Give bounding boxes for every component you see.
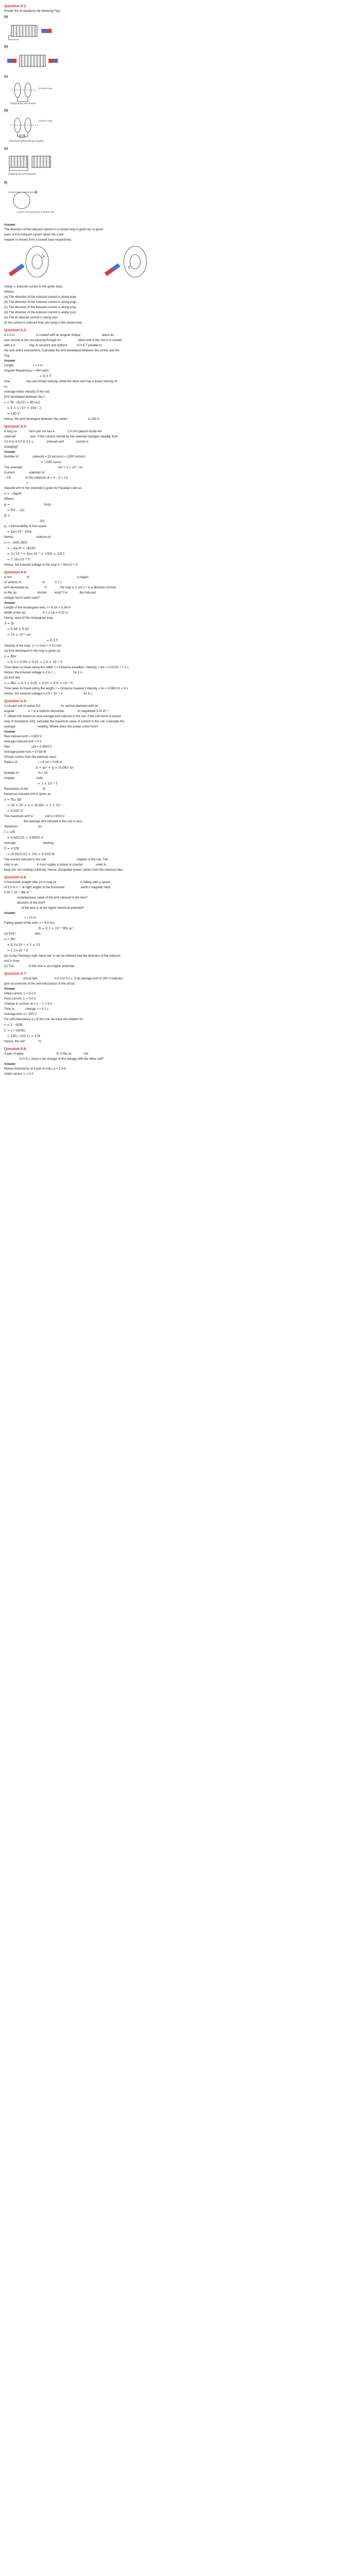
answer-label: Answer [4, 912, 15, 915]
answer-result: (a) The direction of the induced current is along qrpq. [4, 296, 77, 299]
text-line: Hence, the induced voltage is 0.6 × 10⁻⁴ V for 8 s. [4, 692, 93, 696]
text-line: Hence, the induced voltage in the loop is 7.54×10⁻⁶ V. [4, 564, 79, 567]
text-line: (a) Emf i wire, [4, 933, 42, 936]
text-line: Hence, area of the rectangular loop, [4, 617, 54, 620]
text-line: ....(iii) [4, 520, 45, 523]
text-line: with a ci ring. A constant and uniform of 0.5 T parallel to [4, 344, 102, 347]
equation-line: e = −dφ/dt [4, 492, 22, 496]
answer-text: pairs of fi th induced current when the a bar [4, 233, 64, 236]
text-line: emf developed ac if the loop is 1 cm s⁻¹ in a direction normal [4, 586, 116, 589]
figure-c-coaxial-loops [6, 80, 355, 107]
text-line: μ₀ = Permeability of free space [4, 525, 47, 528]
equation-line: = (0.603)²/(2 × 10) = 0.018 W [4, 853, 55, 856]
question-body [4, 880, 355, 969]
equation-line: = 0.603 V [4, 809, 23, 813]
equation-line: = 1500 turns [4, 461, 61, 464]
text-line: Average induced emf = 0 V [4, 740, 42, 743]
equation-line: e = Nω AB [4, 798, 22, 802]
text-line: ∴ Ch in the solenoid, di = 4 − 2 = 2 A [4, 477, 69, 480]
equation-line: = 0.5 × (1)² × 400 / 2 [4, 406, 41, 410]
equation-line: I = e/R [4, 831, 15, 834]
text-line: Induced emf in the solenoid is given by Faraday's law as: [4, 487, 83, 490]
answer-text: magnet is moved from a closed loop respectively. [4, 239, 72, 242]
text-line: A horizontal straight wire 10 m long ex is falling with a speed [4, 881, 110, 884]
figure-caption: Current I decreasing at a steady rate [17, 211, 55, 213]
text-line: circuit falls 0.0 A in 0.1 s. If an average emf of 200 V induced, [4, 977, 123, 980]
equation-line: e = Bbv = 0.3 × 0.02 × 0.01 = 0.6 × 10⁻⁴ V [4, 682, 73, 685]
text-line: rotor is an It must supply a torque to counter order to [4, 863, 107, 867]
equation-line: = 0.5 T [4, 375, 52, 378]
text-line: One has zero linear velocity, while the other end has a linear velocity of [4, 380, 117, 383]
text-line: A circular coil of radius 8.0 its vertical diameter with an [4, 705, 99, 708]
figure-label-f: (f) [4, 181, 7, 184]
figure-d-rheostat-loops [6, 114, 355, 145]
text-line: Maximum as: [4, 825, 43, 828]
answer-result: (d) The direction of the induced current is along zyxz. [4, 311, 77, 314]
text-line: Velocity of the loop, v = 1 cm/s = 0.01 m/s [4, 645, 62, 648]
text-line: axis normal to the rod passing through its other end of the rod is in contact [4, 339, 122, 342]
text-line: the axis every everywhere. Calculate the emf developed between the centre and the [4, 349, 120, 352]
question-body [4, 977, 355, 1044]
text-line: solenoid axis. If the current carried by the solenoid changes steadily from [4, 435, 118, 438]
text-line: (Power comes from the external rotor) [4, 756, 57, 759]
question-text: Predict the di situations de following Figs. [4, 10, 61, 13]
question-title: Question 6.1: [4, 5, 27, 8]
text-line: The maximum emf in coil is 0.603 V. [4, 815, 65, 818]
equation-line: = −Aμ₀N × (di/dt) [4, 547, 36, 550]
text-line: Current solenoid ch [4, 471, 45, 474]
equation-line: = 0.3 × 0.08 × 0.01 = 2.4 × 10⁻⁴ V [4, 660, 63, 664]
text-line: of 5.0 m s⁻¹, at right angles to the horizontal earth's magnetic field, [4, 886, 111, 889]
text-line: Hence, the self H. [4, 1040, 42, 1043]
equation-line: ε = Bl · (lω/2) = Bl²ω/2 [4, 401, 40, 404]
equation-line: e = Bhv [4, 655, 17, 658]
answer-result: (b) The direction of the induced current is along prqp. [4, 301, 77, 304]
answer-text: Using l c induced current in the given situa [4, 285, 62, 289]
text-line: Resistance of the Ω [4, 788, 45, 791]
answer-text: The direction of the induced current in a closed loop is given by Le given [4, 228, 104, 231]
figure-caption: (Tapping key just released) [8, 173, 36, 175]
text-line: Change in current, dI = I₁ − I₂ = 5 A [4, 1003, 52, 1006]
answer-result: (e) The di induced current is along xryx. [4, 316, 59, 319]
equation-line: = 0.3 T [4, 639, 58, 642]
text-line: of the wire is at the higher electrical potential? [4, 907, 85, 910]
text-line: ring. [4, 354, 10, 358]
question-6-8 [4, 1047, 355, 1077]
text-line: A long so turns per cm has a 2.0 cm² placed inside the [4, 430, 102, 433]
equation-line: = 1.5×10⁻³ V [4, 949, 28, 953]
equation-line: = 0.603/10 = 0.0603 A [4, 836, 43, 840]
figure-label-c: (c) [4, 75, 8, 78]
text-line: Number of solenoid = 15 turns/cm = 1500 turns/m [4, 455, 86, 459]
text-line: Hence, reduces to: [4, 536, 52, 539]
text-line: Length l = 1 m [4, 364, 43, 367]
equation-line: = 16 × 10⁻⁴ m² [4, 633, 31, 637]
question-title: Question 6.3: [4, 425, 27, 429]
equation-line: P = e²/2R [4, 847, 20, 851]
question-6-2 [4, 329, 355, 422]
text-line: (b) Using Fleming's right hand rule, it can be inferred that the direction of the induced [4, 955, 120, 958]
text-line: keep the coil rotating uniformly. Hence, dissipated power comes from the external rotor. [4, 869, 124, 872]
answer-result: (f) No current is induced lines are lying in the closed loop. [4, 321, 83, 325]
figure-e-two-coils [6, 152, 355, 179]
text-line: angular s⁻¹ in a uniform horizontal of magnitude 3.0×10⁻² [4, 710, 109, 713]
answer-label: Answer [4, 360, 15, 363]
text-line: l = 10 m [4, 917, 36, 920]
text-line: Angular rad/s [4, 777, 43, 780]
answer-label: Answer [4, 451, 15, 454]
text-line: Average linear velocity of the rod, [4, 391, 50, 394]
equation-line: φ = loop [4, 503, 51, 506]
text-line: direction of the emf? [4, 902, 45, 905]
text-line: The current induced in the coil rotation of the coil. The [4, 858, 108, 861]
text-line: 2.0 A to 4.0 A in 0.1 s, induced emf current is [4, 440, 89, 444]
text-line: to the (a) shorter loop? For the induced [4, 591, 96, 595]
text-line: A rect of a region [4, 576, 89, 579]
text-line: in 0.5 s, what is the change of flux linkage with the other coil? [4, 1058, 104, 1061]
question-6-1 [4, 5, 355, 326]
page [0, 0, 359, 1082]
equation-line: = 20 × 50 × π × (0.08)² × 3 × 10⁻² [4, 804, 63, 807]
text-line: average heating. Where does this power come from? [4, 725, 99, 728]
question-body [4, 430, 355, 568]
text-line: Average emf, e = 200 V [4, 1013, 37, 1016]
text-line: Max induced emf = 0.603 V [4, 735, 42, 738]
figure-caption: Common axis [38, 120, 53, 122]
question-title: Question 6.8: [4, 1047, 27, 1051]
question-title: Question 6.5: [4, 700, 27, 703]
text-line: Where, [4, 498, 14, 501]
question-title: Question 6.4: [4, 571, 27, 574]
figure-caption: (Tapping key just closed) [10, 102, 36, 105]
equation-line: = 100 V [4, 412, 20, 416]
text-line: instantaneous value of the emf induced in the wire? [4, 896, 88, 900]
text-line: Hence, the emf developed between the centre is 100 V. [4, 418, 100, 421]
text-line: 0.30 × 10⁻⁴ Wb m⁻² [4, 891, 32, 894]
text-line: Max coil = 0.0603 A [4, 745, 52, 749]
text-line: Time ta change, t = 0.1 s [4, 1008, 48, 1011]
text-line: the average emf induced in the coil is zero. [4, 820, 83, 823]
figure-label-e: (e) [4, 147, 8, 150]
question-6-7 [4, 972, 355, 1044]
text-line: of uniform m of 3 T s [4, 581, 62, 584]
text-line: (b) Emf dev [4, 676, 21, 680]
figure-label-b: (b) [4, 45, 8, 48]
text-line: A 1.0 m is rotated with an angular freque about an [4, 334, 114, 337]
text-line: T. Obtain the maximum and average emf induced in the coil. If the coil forms a closed [4, 715, 121, 718]
answer-label: Answer [4, 1063, 15, 1066]
question-6-3 [4, 425, 355, 568]
figure-b-solenoid-magnets [6, 50, 355, 73]
text-line: Length of the rectangular wire, l = 8 cm = 0.08 m [4, 606, 71, 609]
answer-text: follows: [4, 291, 15, 294]
question-title: Question 6.6: [4, 876, 27, 879]
question-body [4, 1052, 355, 1077]
equation-line: e = Blv [4, 938, 16, 941]
equation-line: = 2×10⁻⁴ × 4π×10⁻⁷ × 1500 × 2/0.1 [4, 552, 65, 556]
question-title: Question 6.7: [4, 972, 27, 976]
text-line: Angular frequency,ω = 400 rad/s [4, 369, 49, 372]
question-6-6 [4, 876, 355, 969]
text-line: give an estimate of the self-inductance of the circuit. [4, 982, 76, 986]
answer-label: Answer [4, 988, 15, 991]
text-line: loop of resistance 10Ω, calculate the maximum value of current in the coil. Calculate the [4, 720, 124, 723]
question-body [4, 575, 355, 697]
answer-label: Answer [4, 602, 15, 605]
figure-caption: Common axis [38, 87, 53, 90]
text-line: Initial current, I₁ = 0 A [4, 1073, 34, 1076]
figure-label-d: (d) [4, 109, 8, 112]
text-line: Maximum induced emf is given as: [4, 793, 52, 796]
figure-label-a: (a) [4, 15, 8, 19]
text-line: voltage last in each case? [4, 597, 40, 600]
question-title: Question 6.2: [4, 329, 27, 332]
question-body [4, 704, 355, 873]
answer-result: (c) The direction of the induced current is along yzxy. [4, 306, 77, 309]
text-line: Mutual inductance of a pair of coils, μ = 1.5 H [4, 1067, 67, 1071]
text-line: Time taken to travel along the length, t = Distance traveled / Velocity = l/v = 0.08/0.01 = 8 s [4, 687, 128, 690]
answer-label: Answer [4, 731, 15, 734]
text-line: changing? [4, 446, 19, 449]
equation-line: e = −d/dt (BA) [4, 541, 27, 545]
figure-f-wire-loop [6, 186, 355, 222]
text-line: Falling speed of the wire, v = 5.0 m/s [4, 922, 55, 925]
text-line: lω. [4, 385, 8, 388]
text-line: Width of the rec , b = 2 cm = 0.02 m [4, 612, 68, 615]
equation-line: = BA ....(ii) [4, 509, 25, 512]
equation-line: A = lb [4, 622, 14, 625]
question-body [4, 333, 355, 422]
text-line: Time taken to travel along the width, t = Distance travelled / Velocity = b/v = 0.02/10⁻² = 2 s [4, 666, 129, 669]
figure-a-solenoid-magnet [6, 20, 355, 43]
text-line: Hence, the induced voltage is 2.4 × ... for 2 s. [4, 671, 83, 674]
text-line: Number of N = 20 [4, 772, 48, 775]
text-line: s [4, 482, 28, 485]
text-line: The solenoid cm² = 2 × 10⁻⁴ m² [4, 466, 83, 469]
equation-line: = 0.08 × 0.02 [4, 628, 29, 631]
text-line: Average power loss = 0.018 W [4, 751, 46, 754]
equation-line: e = L · di/dt [4, 1023, 23, 1027]
text-line: emf is from [4, 960, 20, 963]
equation-line: = 7.54×10⁻⁶ V [4, 558, 30, 562]
figure-caption: (Rheostat setting being changed) [9, 140, 44, 142]
equation-line: = 4π×10⁻⁷ H/m [4, 530, 32, 534]
text-line: Average heating: [4, 842, 54, 845]
answer-label: Answer [4, 224, 15, 227]
text-line: Final current, I₂ = 0.0 A [4, 997, 36, 1001]
text-line: (a) Emf developed in the loop is given as: [4, 650, 61, 653]
text-line: Emf developed between the c [4, 396, 45, 399]
figure-lenz-magnet-loops [6, 244, 355, 283]
text-line: For self-inductance (L) of the coil, we have the relation for [4, 1018, 84, 1021]
equation-line: B = [4, 514, 10, 518]
equation-line: B = 0.3 × 10⁻⁴ Wb m⁻² [4, 927, 75, 930]
equation-line: = 3 × 10⁻² T [4, 782, 58, 786]
equation-line: A = πr² = π × (0.08)² m² [4, 766, 74, 770]
text-line: Radius of r = 8 cm = 0.08 m [4, 761, 62, 764]
text-line: Initial current, I₁ = 5.0 A [4, 992, 36, 995]
question-6-4 [4, 571, 355, 697]
text-line: A pair of adjac H. If the cu coil [4, 1053, 88, 1056]
equation-line: = 0.3×10⁻⁴ × 5 × 10 [4, 943, 40, 947]
question-6-5 [4, 700, 355, 873]
equation-line: = 200 / (5/0.1) = 4 H [4, 1035, 40, 1038]
equation-line: L = e / (di/dt) [4, 1029, 25, 1032]
text-line: (c) The of the wire is at a higher potential. [4, 965, 75, 968]
